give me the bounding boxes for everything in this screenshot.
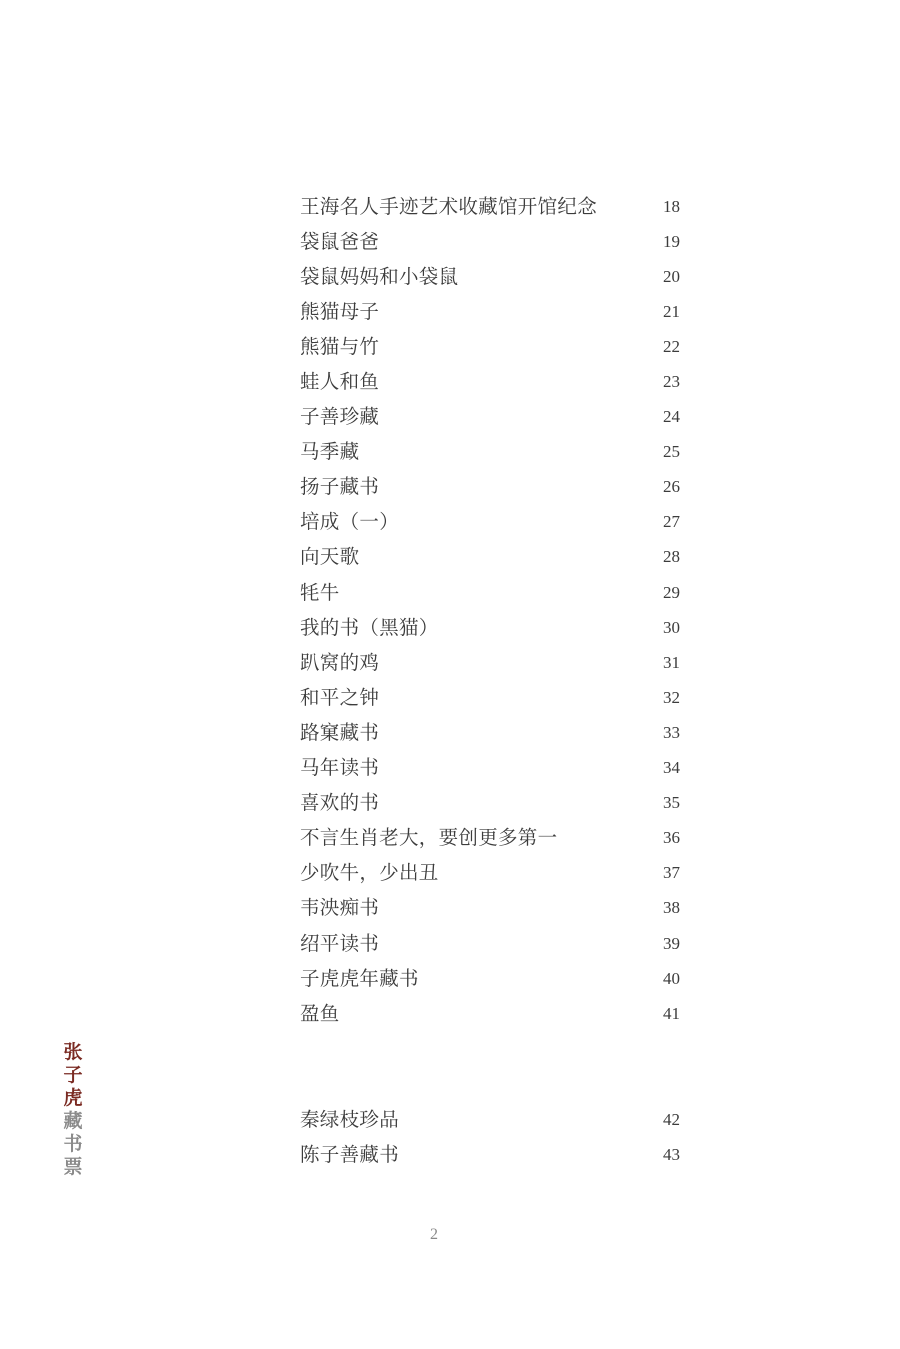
toc-entry[interactable] [300, 398, 690, 433]
toc-entry-page: 22 [663, 336, 680, 356]
side-title-char: 虎 [63, 1087, 83, 1109]
toc-entry-page: 19 [663, 231, 680, 251]
side-title-char: 藏 [63, 1110, 83, 1132]
toc-entry-page: 28 [663, 547, 680, 567]
toc-entry[interactable] [300, 292, 690, 327]
toc-entry[interactable] [300, 433, 690, 468]
toc-entry-title: 趴窝的鸡 [300, 650, 380, 674]
side-title-char: 书 [63, 1133, 83, 1155]
toc-entry-title: 不言生肖老大，要创更多第一 [300, 826, 558, 850]
side-title-char: 张 [63, 1041, 83, 1063]
toc-entry[interactable] [300, 1135, 690, 1170]
toc-entry-title: 我的书（黑猫） [300, 615, 439, 639]
toc-entry-title: 马年读书 [300, 756, 380, 780]
side-book-title [60, 1041, 86, 1179]
toc-entry[interactable] [300, 503, 690, 538]
toc-entry-page: 33 [663, 722, 680, 742]
toc-entry[interactable] [300, 713, 690, 748]
toc-entry[interactable] [300, 1100, 690, 1135]
toc-entry[interactable] [300, 187, 690, 222]
toc-entry-title: 蛙人和鱼 [300, 370, 380, 394]
toc-entry-title: 培成（一） [300, 510, 400, 534]
toc-entry-page: 31 [663, 652, 680, 672]
toc-entry[interactable] [300, 327, 690, 362]
toc-entry-title: 秦绿枝珍品 [300, 1107, 400, 1131]
toc-entry-title: 子善珍藏 [300, 405, 380, 429]
toc-entry-title: 袋鼠爸爸 [300, 229, 380, 253]
toc-entry-page: 36 [663, 828, 680, 848]
toc-entry[interactable] [300, 538, 690, 573]
toc-entry-page: 26 [663, 477, 680, 497]
toc-entry-page: 35 [663, 793, 680, 813]
toc-entry-title: 路窠藏书 [300, 720, 380, 744]
toc-entry[interactable] [300, 959, 690, 994]
toc-entry[interactable] [300, 257, 690, 292]
toc-entry-page: 25 [663, 442, 680, 462]
toc-entry-page: 23 [663, 372, 680, 392]
toc-entry-page: 30 [663, 617, 680, 637]
toc-entry-page: 20 [663, 266, 680, 286]
toc-entry-page: 43 [663, 1144, 680, 1164]
toc-entry-title: 少吹牛，少出丑 [300, 861, 439, 885]
toc-group-2 [300, 1100, 690, 1170]
page-number: 2 [430, 1226, 438, 1243]
toc-entry[interactable] [300, 362, 690, 397]
toc-entry-title: 盈鱼 [300, 1001, 340, 1025]
toc-entry-title: 喜欢的书 [300, 791, 380, 815]
toc-entry-title: 袋鼠妈妈和小袋鼠 [300, 264, 459, 288]
toc-entry-page: 18 [663, 196, 680, 216]
toc-entry[interactable] [300, 749, 690, 784]
toc-entry[interactable] [300, 608, 690, 643]
toc-entry-title: 扬子藏书 [300, 475, 380, 499]
toc-entry[interactable] [300, 784, 690, 819]
toc-entry-page: 40 [663, 968, 680, 988]
toc-entry-page: 24 [663, 407, 680, 427]
toc-entry-page: 38 [663, 898, 680, 918]
toc-entry[interactable] [300, 854, 690, 889]
toc-entry-title: 熊猫母子 [300, 299, 380, 323]
toc-entry-page: 39 [663, 933, 680, 953]
toc-entry[interactable] [300, 924, 690, 959]
toc-entry[interactable] [300, 222, 690, 257]
toc-entry-title: 熊猫与竹 [300, 334, 380, 358]
toc-entry-title: 和平之钟 [300, 685, 380, 709]
toc-entry-title: 马季藏 [300, 440, 360, 464]
toc-entry[interactable] [300, 994, 690, 1029]
toc-entry[interactable] [300, 643, 690, 678]
table-of-contents [300, 187, 690, 1170]
toc-entry[interactable] [300, 573, 690, 608]
toc-entry-title: 牦牛 [300, 580, 340, 604]
toc-entry-title: 韦泱痴书 [300, 896, 380, 920]
toc-entry-page: 34 [663, 758, 680, 778]
toc-entry-page: 41 [663, 1003, 680, 1023]
toc-entry-page: 27 [663, 512, 680, 532]
side-title-char: 票 [63, 1156, 83, 1178]
toc-entry[interactable] [300, 889, 690, 924]
toc-entry-title: 绍平读书 [300, 931, 380, 955]
toc-entry[interactable] [300, 678, 690, 713]
toc-entry-page: 42 [663, 1109, 680, 1129]
toc-entry-title: 陈子善藏书 [300, 1142, 400, 1166]
toc-entry-title: 王海名人手迹艺术收藏馆开馆纪念 [300, 194, 598, 218]
toc-entry-title: 子虎虎年藏书 [300, 966, 419, 990]
toc-entry-page: 21 [663, 301, 680, 321]
side-title-char: 子 [63, 1064, 83, 1086]
toc-entry-page: 37 [663, 863, 680, 883]
toc-entry-title: 向天歌 [300, 545, 360, 569]
toc-entry-page: 32 [663, 687, 680, 707]
toc-entry[interactable] [300, 819, 690, 854]
toc-entry[interactable] [300, 468, 690, 503]
toc-entry-page: 29 [663, 582, 680, 602]
toc-group-1 [300, 187, 690, 1029]
